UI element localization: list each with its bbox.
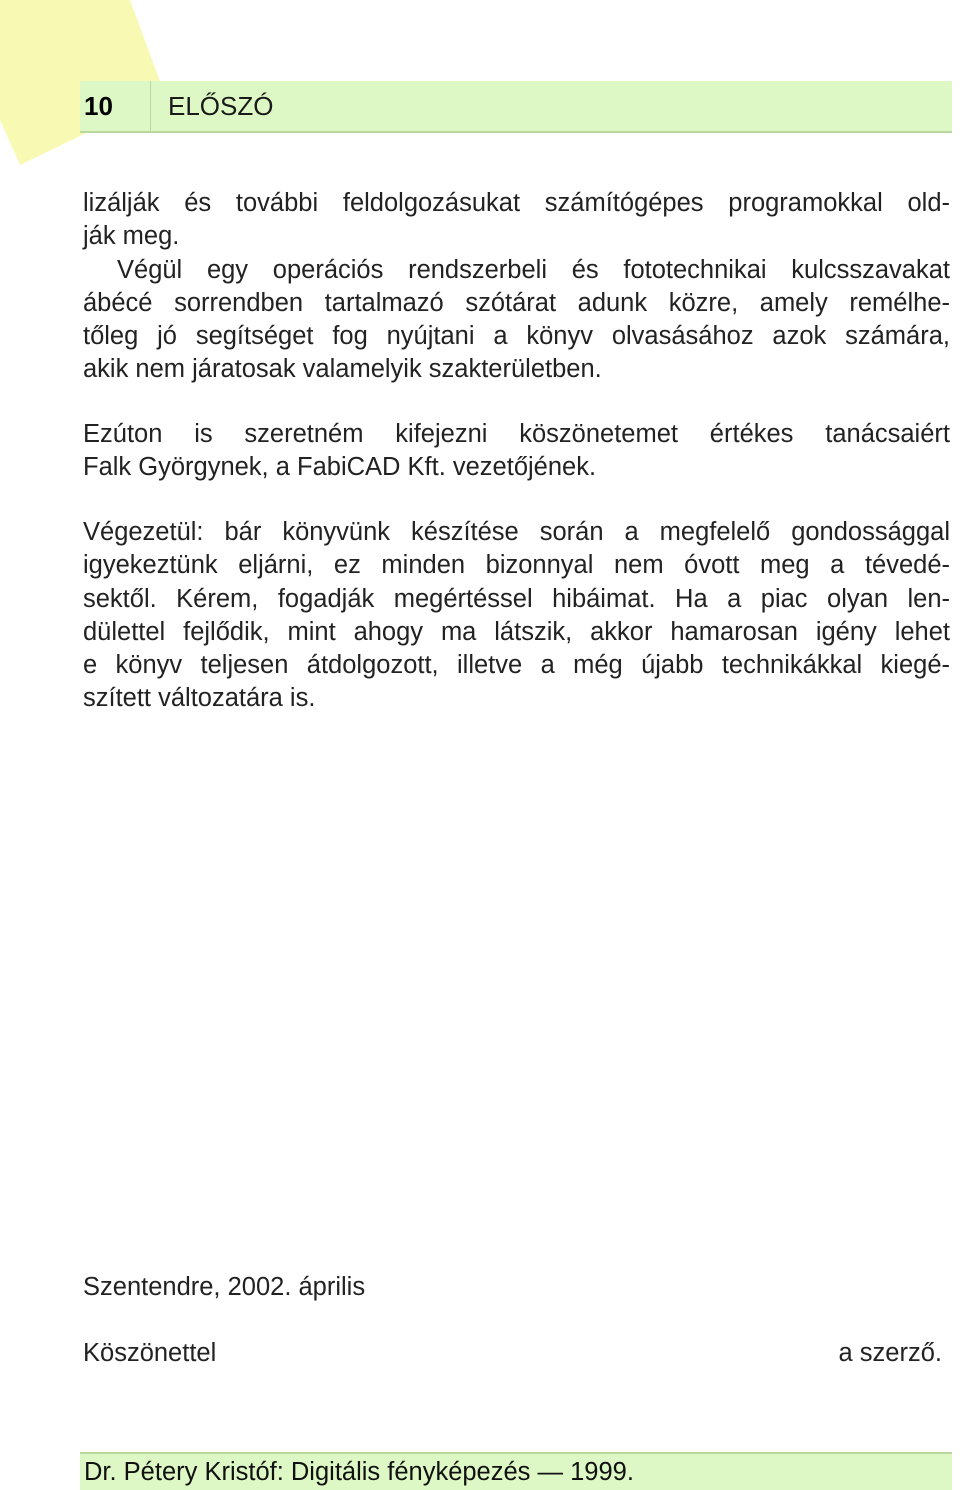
text-line: szített változatára is. — [83, 684, 316, 713]
text-line: igyekeztünk eljárni, ez minden bizonnyal nem óvott meg a tévedé- — [83, 551, 950, 580]
place-date: Szentendre, 2002. április — [83, 1273, 366, 1301]
page-number: 10 — [84, 91, 113, 121]
paragraph-glossary — [83, 254, 950, 387]
text-line: Végezetül: bár könyvünk készítése során a megfelelő gondossággal — [83, 518, 950, 546]
text-line: Falk Györgynek, a FabiCAD Kft. vezetőjének. — [83, 453, 597, 482]
paragraph-thanks — [83, 418, 950, 485]
text-line: Végül egy operációs rendszerbeli és fototechnikai kulcsszavakat — [117, 255, 950, 284]
footer-text: Dr. Pétery Kristóf: Digitális fényképezés — 1999. — [84, 1458, 634, 1486]
text-line: tőleg jó segítséget fog nyújtani a könyv olvasásához azok számára, — [83, 322, 950, 351]
text-line: Ezúton is szeretném kifejezni köszönetemet értékes tanácsaiért — [83, 420, 950, 448]
text-line: e könyv teljesen átdolgozott, illetve a még újabb technikákkal kiegé- — [83, 651, 950, 680]
text-line: ábécé sorrendben tartalmazó szótárat adunk közre, amely remélhe- — [83, 288, 950, 317]
text-line: sektől. Kérem, fogadják megértéssel hibáimat. Ha a piac olyan len- — [83, 584, 950, 613]
paragraph-closing — [83, 516, 950, 716]
page-header — [80, 81, 952, 133]
chapter-title: ELŐSZÓ — [168, 91, 274, 121]
text-line: dülettel fejlődik, mint ahogy ma látszik, akkor hamarosan igény lehet — [83, 617, 950, 646]
text-line: lizálják és további feldolgozásukat számítógépes programokkal old- — [83, 189, 950, 217]
signature: a szerző. — [838, 1339, 942, 1367]
paragraph-continuation — [83, 187, 950, 254]
greeting: Köszönettel — [83, 1339, 217, 1367]
text-line: ják meg. — [83, 222, 180, 251]
page-footer — [80, 1452, 952, 1490]
header-divider — [150, 81, 151, 131]
text-line: akik nem járatosak valamelyik szakterületben. — [83, 355, 602, 384]
